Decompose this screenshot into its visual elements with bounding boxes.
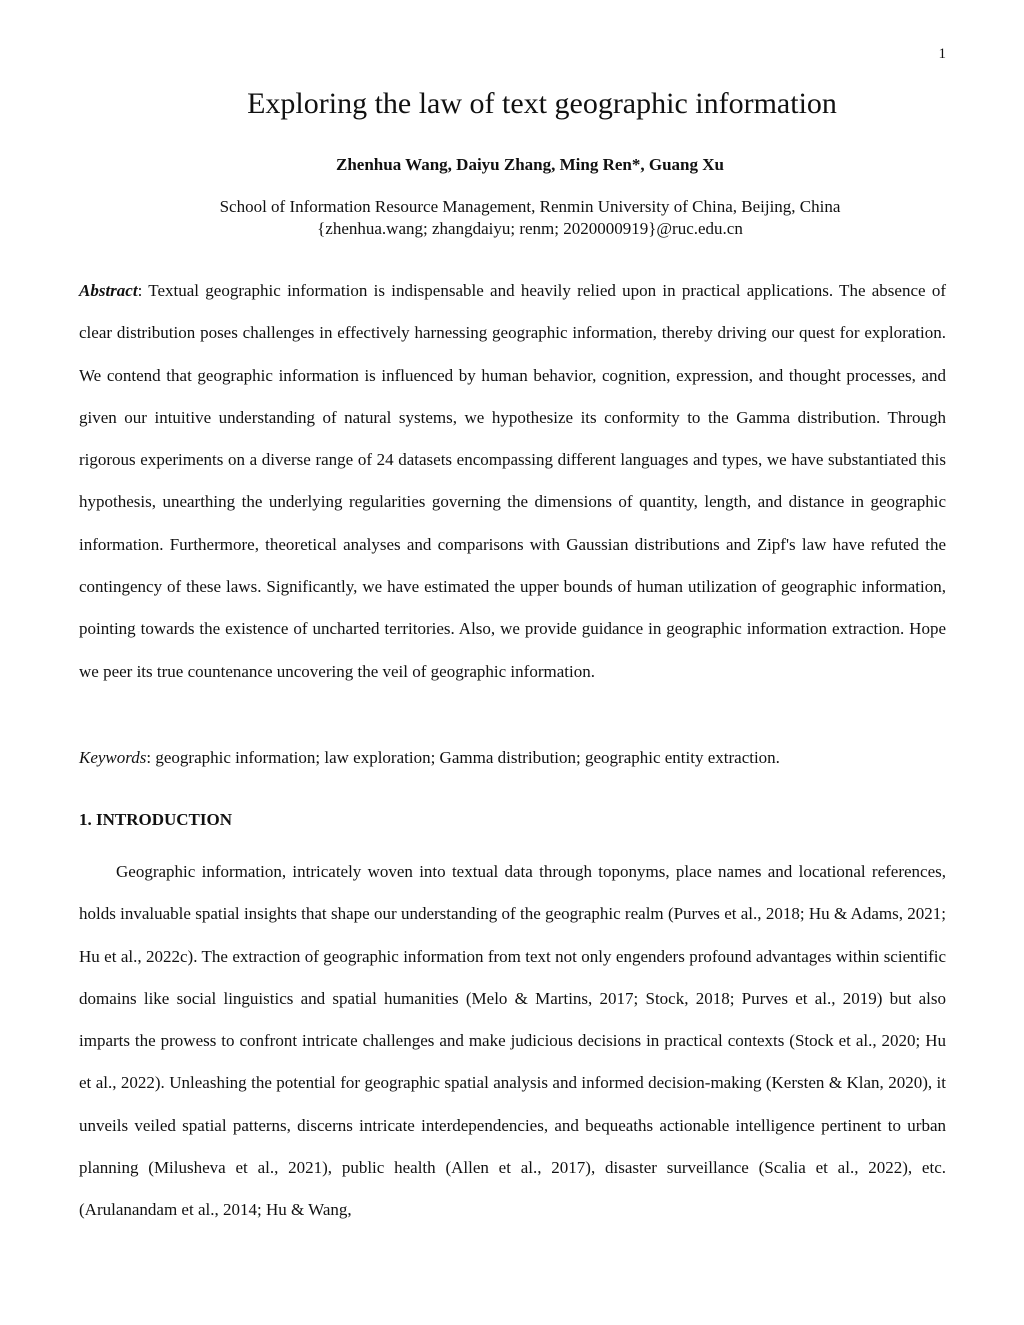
keywords-separator: : bbox=[146, 748, 156, 767]
section-heading-introduction: 1. INTRODUCTION bbox=[79, 810, 233, 829]
abstract-paragraph bbox=[79, 270, 946, 693]
keywords-text: geographic information; law exploration; Gamma distribution; geographic entity extraction. bbox=[155, 748, 780, 767]
abstract-label: Abstract bbox=[79, 281, 138, 300]
author-list: Zhenhua Wang, Daiyu Zhang, Ming Ren*, Guang Xu bbox=[336, 155, 724, 174]
keywords-label: Keywords bbox=[79, 748, 147, 767]
affiliation-emails: {zhenhua.wang; zhangdaiyu; renm; 2020000919}@ruc.edu.cn bbox=[317, 219, 743, 238]
affiliation-block bbox=[0, 196, 1024, 240]
introduction-paragraph: Geographic information, intricately woven into textual data through toponyms, place names and locational references, holds invaluable spatial insights that shape our understanding of the geographic realm (Purves et al., 2018; Hu & Adams, 2021; Hu et al., 2022c). The extraction of geographic information from text not only engenders profound advantages within scientific domains like social linguistics and spatial humanities (Melo & Martins, 2017; Stock, 2018; Purves et al., 2019) but also imparts the prowess to confront intricate challenges and make judicious decisions in practical contexts (Stock et al., 2020; Hu et al., 2022). Unleashing the potential for geographic spatial analysis and informed decision-making (Kersten & Klan, 2020), it unveils veiled spatial patterns, discerns intricate interdependencies, and bequeaths actionable intelligence pertinent to urban planning (Milusheva et al., 2021), public health (Allen et al., 2017), disaster surveillance (Scalia et al., 2022), etc. (Arulanandam et al., 2014; Hu & Wang, bbox=[79, 862, 946, 1220]
keywords-line bbox=[79, 746, 946, 770]
paper-title: Exploring the law of text geographic information bbox=[247, 87, 837, 120]
affiliation-institution: School of Information Resource Management, Renmin University of China, Beijing, China bbox=[219, 197, 841, 216]
abstract-text: Textual geographic information is indispensable and heavily relied upon in practical applications. The absence of clear distribution poses challenges in effectively harnessing geographic information, thereby driving our quest for exploration. We contend that geographic information is influenced by human behavior, cognition, expression, and thought processes, and given our intuitive understanding of natural systems, we hypothesize its conformity to the Gamma distribution. Through rigorous experiments on a diverse range of 24 datasets encompassing different languages and types, we have substantiated this hypothesis, unearthing the underlying regularities governing the dimensions of quantity, length, and distance in geographic information. Furthermore, theoretical analyses and comparisons with Gaussian distributions and Zipf's law have refuted the contingency of these laws. Significantly, we have estimated the upper bounds of human utilization of geographic information, pointing towards the existence of uncharted territories. Also, we provide guidance in geographic information extraction. Hope we peer its true countenance uncovering the veil of geographic information. bbox=[79, 281, 946, 681]
page-number: 1 bbox=[938, 46, 946, 62]
abstract-separator: : bbox=[137, 281, 149, 300]
